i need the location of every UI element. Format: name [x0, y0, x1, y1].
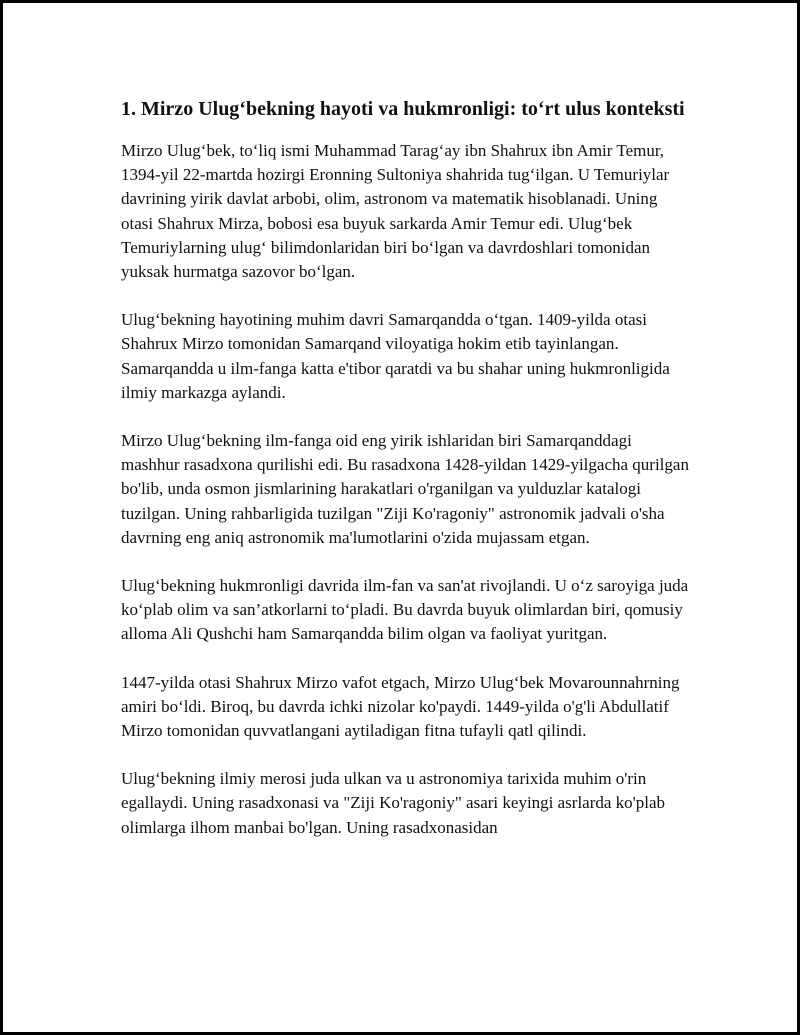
paragraph-legacy: Ulug‘bekning ilmiy merosi juda ulkan va u astronomiya tarixida muhim o'rin egallaydi. Uning rasadxonasi va "Ziji Ko'ragoniy" asari keyingi asrlarda ko'plab olimlarga ilhom manbai bo'lgan. Uning rasadxonasidan [121, 769, 666, 837]
section-heading: 1. Mirzo Ulug‘bekning hayoti va hukmronligi: to‘rt ulus konteksti [121, 98, 685, 120]
paragraph-reign: Ulug‘bekning hukmronligi davrida ilm-fan va san'at rivojlandi. U o‘z saroyiga juda ko‘plab olim va san’atkorlarni to‘pladi. Bu davrda buyuk olimlardan biri, qomusiy alloma Ali Qushchi ham Samarqandda bilim olgan va faoliyat yuritgan. [121, 576, 689, 644]
document-body [121, 95, 691, 864]
paragraph-birth: Mirzo Ulug‘bek, to‘liq ismi Muhammad Tarag‘ay ibn Shahrux ibn Amir Temur, 1394-yil 22-martda hozirgi Eronning Sultoniya shahrida tug‘ilgan. U Temuriylar davrining yirik davlat arbobi, olim, astronom va matematik hisoblanadi. Uning otasi Shahrux Mirza, bobosi esa buyuk sarkarda Amir Temur edi. Ulug‘bek Temuriylarning ulug‘ bilimdonlaridan biri bo‘lgan va davrdoshlari tomonidan yuksak hurmatga sazovor bo‘lgan. [121, 141, 670, 282]
paragraph-samarkand: Ulug‘bekning hayotining muhim davri Samarqandda o‘tgan. 1409-yilda otasi Shahrux Mirzo tomonidan Samarqand viloyatiga hokim etib tayinlangan. Samarqandda u ilm-fanga katta e'tibor qaratdi va bu shahar uning hukmronligida ilmiy markazga aylandi. [121, 310, 670, 402]
paragraph-death: 1447-yilda otasi Shahrux Mirzo vafot etgach, Mirzo Ulug‘bek Movarounnahrning amiri bo‘ldi. Biroq, bu davrda ichki nizolar ko'paydi. 1449-yilda o'g'li Abdullatif Mirzo tomonidan quvvatlangani aytiladigan fitna tufayli qatl qilindi. [121, 672, 680, 741]
paragraph-observatory: Mirzo Ulug‘bekning ilm-fanga oid eng yirik ishlaridan biri Samarqanddagi mashhur rasadxona qurilishi edi. Bu rasadxona 1428-yildan 1429-yilgacha qurilgan bo'lib, unda osmon jismlarining harakatlari o'rganilgan va yulduzlar katalogi tuzilgan. Uning rahbarligida tuzilgan "Ziji Ko'ragoniy" astronomik jadvali o'sha davrning eng aniq astronomik ma'lumotlarini o'zida mujassam etgan. [121, 431, 689, 547]
